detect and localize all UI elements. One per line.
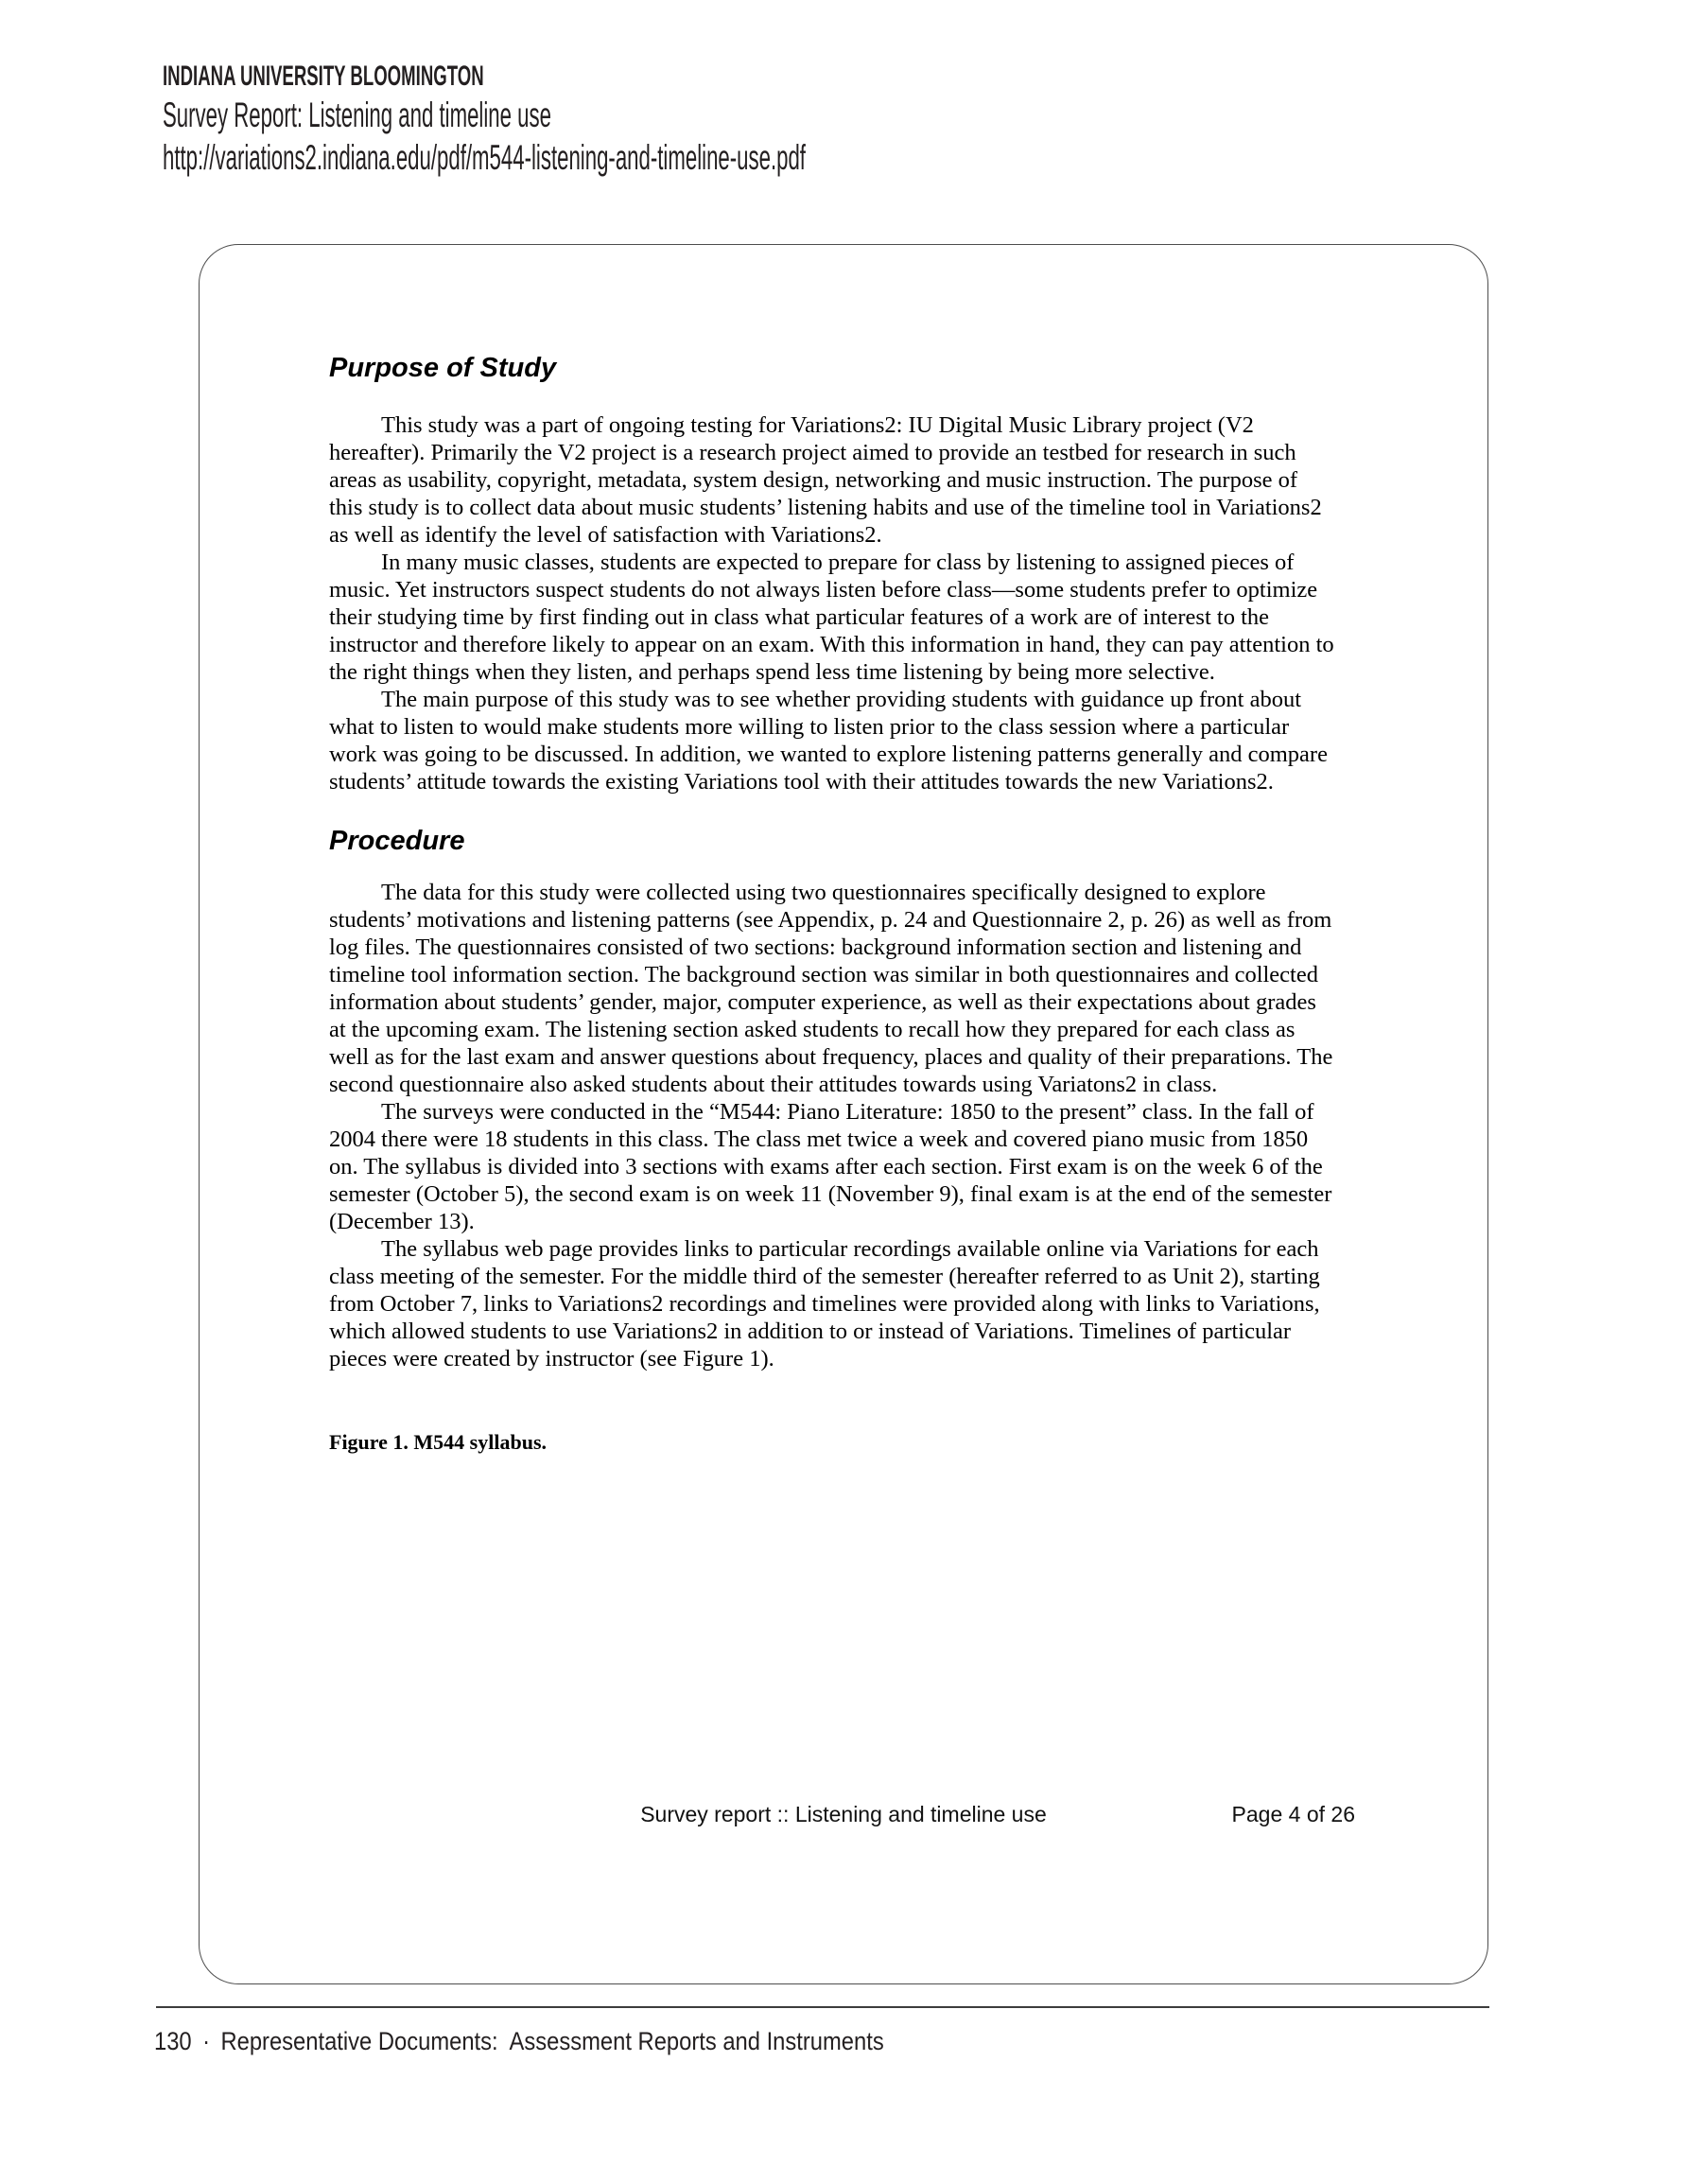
- document-content: [329, 351, 1334, 1456]
- paragraph: The data for this study were collected using two questionnaires specifically designed to explore students’ motivations and listening patterns (see Appendix, p. 24 and Questionnaire 2, p. 26) as well as from log files. The questionnaires consisted of two sections: background information section and listening and timeline tool information section. The background section was similar in both questionnaires and collected information about students’ gender, major, computer experience, as well as their expectations about grades at the upcoming exam. The listening section asked students to recall how they prepared for each class as well as for the last exam and answer questions about frequency, places and quality of their preparations. The second questionnaire also asked students about their attitudes towards using Variatons2 in class.: [329, 880, 1333, 1097]
- page-header: [163, 59, 1234, 179]
- section-heading-procedure: Procedure: [329, 826, 465, 856]
- institution-name: INDIANA UNIVERSITY BLOOMINGTON: [163, 61, 484, 92]
- report-title: Survey Report: Listening and timeline use: [163, 96, 551, 134]
- book-footer-text: Representative Documents: Assessment Reports and Instruments: [220, 2027, 884, 2055]
- document-page-indicator: Page 4 of 26: [1231, 1802, 1355, 1826]
- footer-divider: [156, 2006, 1489, 2008]
- figure-caption: Figure 1. M544 syllabus.: [329, 1430, 548, 1454]
- paragraph: The syllabus web page provides links to particular recordings available online via Variations for each class meeting of the semester. For the middle third of the semester (hereafter referred to as Unit 2), starting from October 7, links to Variations2 recordings and timelines were provided along with links to Variations, which allowed students to use Variations2 in addition to or instead of Variations. Timelines of particular pieces were created by instructor (see Figure 1).: [329, 1236, 1320, 1372]
- report-url: http://variations2.indiana.edu/pdf/m544-listening-and-timeline-use.pdf: [163, 138, 806, 177]
- section-purpose-of-study: [329, 411, 1334, 795]
- paragraph: In many music classes, students are expected to prepare for class by listening to assigned pieces of music. Yet instructors suspect students do not always listen before class—some students prefer to optimize their studying time by first finding out in class what particular features of a work are of interest to the instructor and therefore likely to appear on an exam. With this information in hand, they can pay attention to the right things when they listen, and perhaps spend less time listening by being more selective.: [329, 550, 1334, 685]
- book-page-number: 130: [154, 2027, 192, 2055]
- scanned-document-frame: [199, 244, 1488, 1984]
- book-footer: [154, 2025, 884, 2057]
- document-footer: [200, 1801, 1487, 1827]
- paragraph: The main purpose of this study was to see whether providing students with guidance up front about what to listen to would make students more willing to listen prior to the class session where a particular work was going to be discussed. In addition, we wanted to explore listening patterns generally and compare students’ attitude towards the existing Variations tool with their attitudes towards the new Variations2.: [329, 687, 1328, 795]
- footer-separator-dot: ·: [202, 2027, 211, 2055]
- section-procedure: [329, 879, 1334, 1372]
- paragraph: The surveys were conducted in the “M544: Piano Literature: 1850 to the present” class. In the fall of 2004 there were 18 students in this class. The class met twice a week and covered piano music from 1850 on. The syllabus is divided into 3 sections with exams after each section. First exam is on the week 6 of the semester (October 5), the second exam is on week 11 (November 9), final exam is at the end of the semester (December 13).: [329, 1099, 1332, 1234]
- document-footer-title: Survey report :: Listening and timeline use: [640, 1802, 1047, 1826]
- paragraph: This study was a part of ongoing testing for Variations2: IU Digital Music Library project (V2 hereafter). Primarily the V2 project is a research project aimed to provide an testbed for research in such areas as usability, copyright, metadata, system design, networking and music instruction. The purpose of this study is to collect data about music students’ listening habits and use of the timeline tool in Variations2 as well as identify the level of satisfaction with Variations2.: [329, 412, 1322, 548]
- section-heading-purpose-of-study: Purpose of Study: [329, 353, 557, 383]
